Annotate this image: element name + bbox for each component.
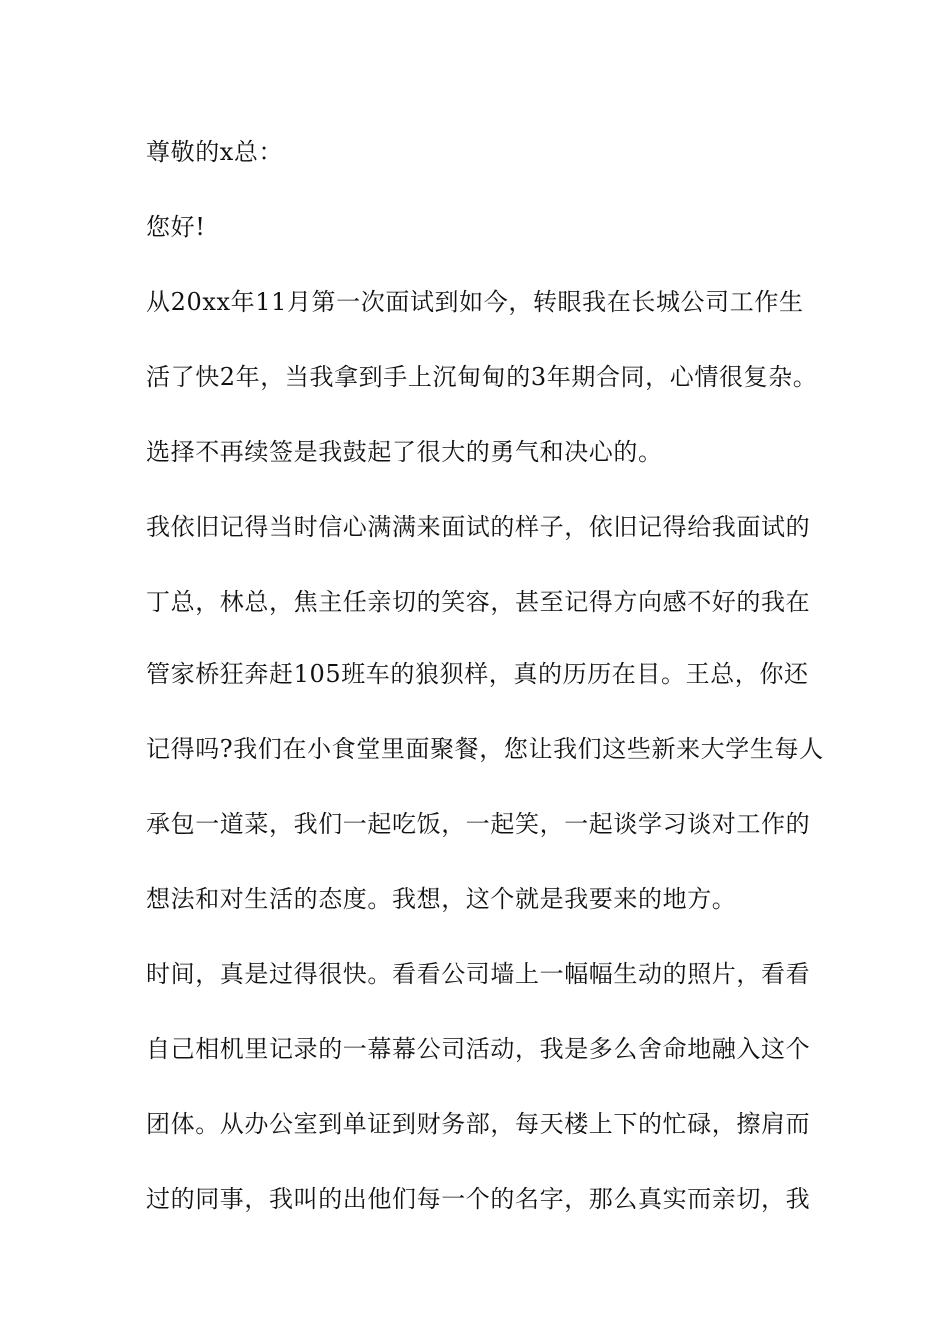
body-line: 记得吗?我们在小食堂里面聚餐，您让我们这些新来大学生每人 xyxy=(146,735,824,763)
body-line: 我依旧记得当时信心满满来面试的样子，依旧记得给我面试的 xyxy=(146,513,811,541)
body-line: 活了快2年，当我拿到手上沉甸甸的3年期合同，心情很复杂。 xyxy=(146,363,818,391)
body-line: 从20xx年11月第一次面试到如今，转眼我在长城公司工作生 xyxy=(146,288,804,316)
body-line: 时间，真是过得很快。看看公司墙上一幅幅生动的照片，看看 xyxy=(146,960,811,988)
body-line: 丁总，林总，焦主任亲切的笑容，甚至记得方向感不好的我在 xyxy=(146,588,811,616)
body-line: 想法和对生活的态度。我想，这个就是我要来的地方。 xyxy=(146,885,737,913)
body-line: 选择不再续签是我鼓起了很大的勇气和决心的。 xyxy=(146,438,663,466)
body-line: 过的同事，我叫的出他们每一个的名字，那么真实而亲切，我 xyxy=(146,1185,811,1213)
greeting: 您好! xyxy=(146,213,206,241)
body-line: 管家桥狂奔赶105班车的狼狈样，真的历历在目。王总，你还 xyxy=(146,660,809,688)
body-line: 自己相机里记录的一幕幕公司活动，我是多么舍命地融入这个 xyxy=(146,1035,811,1063)
body-line: 团体。从办公室到单证到财务部，每天楼上下的忙碌，擦肩而 xyxy=(146,1110,811,1138)
salutation: 尊敬的x总： xyxy=(146,138,284,166)
body-line: 承包一道菜，我们一起吃饭，一起笑，一起谈学习谈对工作的 xyxy=(146,810,811,838)
